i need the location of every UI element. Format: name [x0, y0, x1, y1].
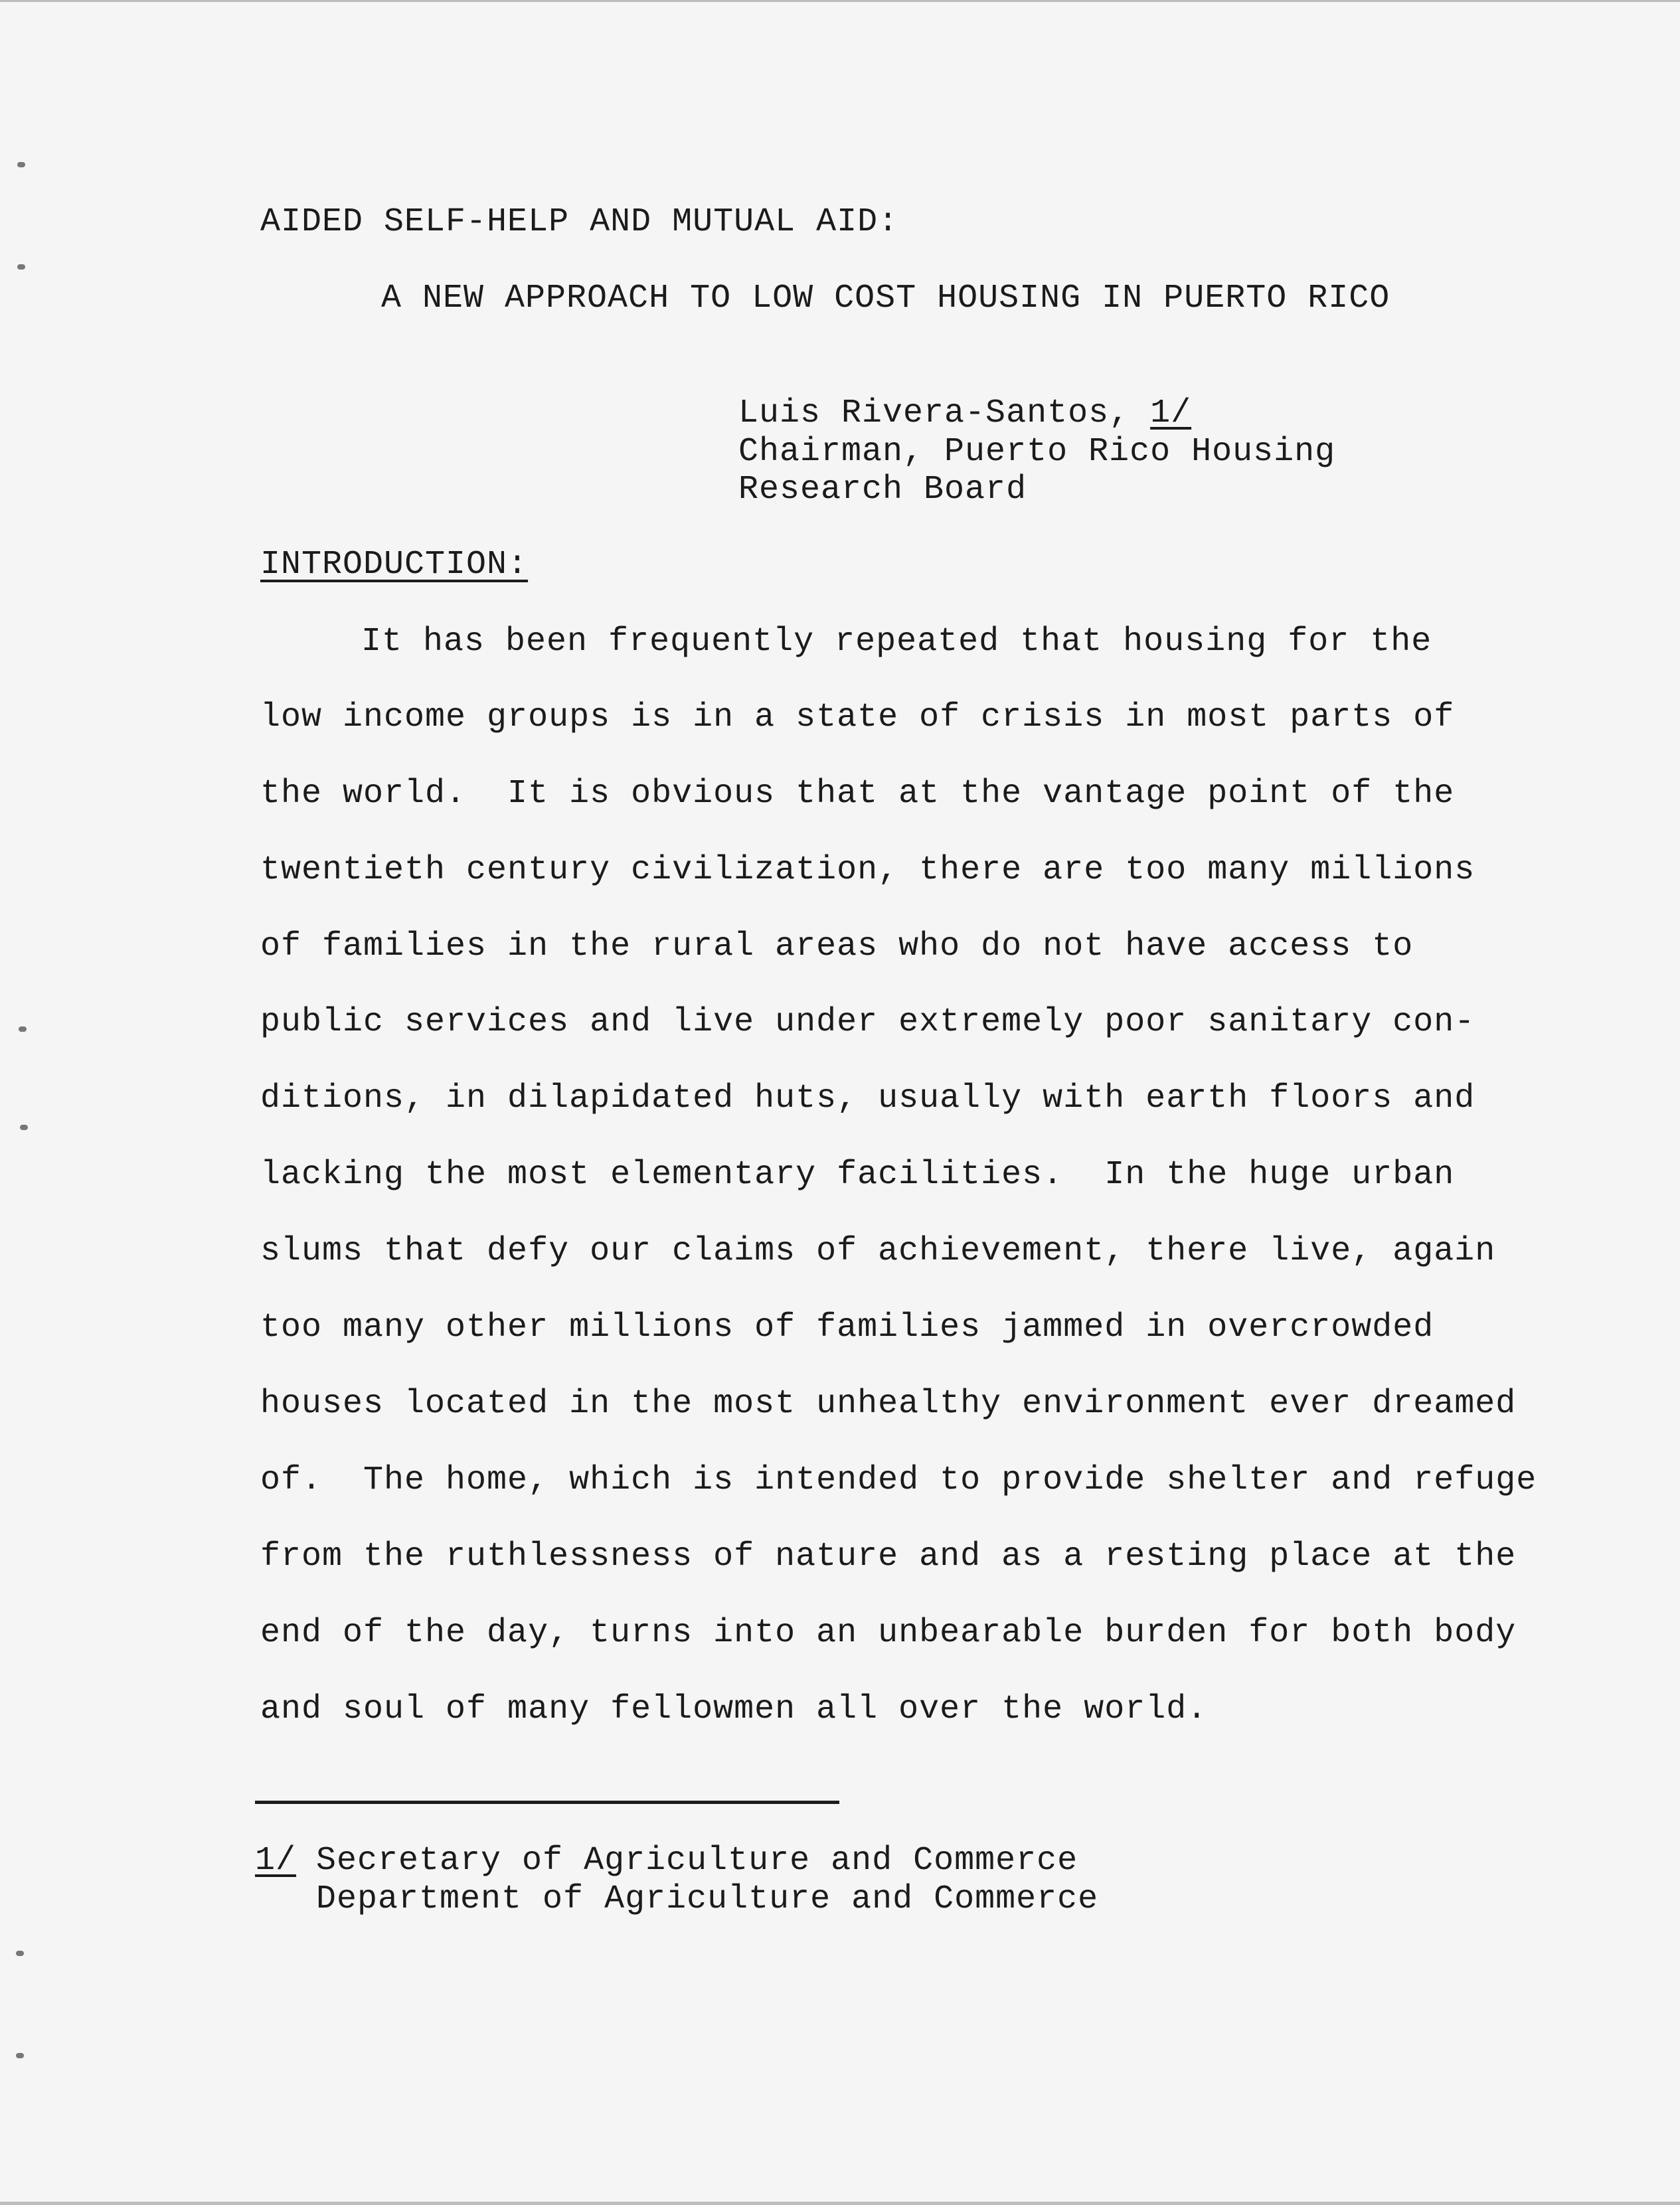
body-text-line: of families in the rural areas who do not have access to — [260, 928, 1414, 965]
page-bottom-edge — [0, 2202, 1680, 2205]
author-footnote-marker: 1/ — [1150, 394, 1192, 432]
body-text-line: low income groups is in a state of crisis in most parts of — [260, 698, 1455, 736]
document-title-line-1: AIDED SELF-HELP AND MUTUAL AID: — [260, 203, 899, 241]
binding-mark — [16, 2053, 24, 2058]
body-text-line: the world. It is obvious that at the vantage point of the — [260, 775, 1455, 813]
body-text-line: twentieth century civilization, there are too many millions — [260, 851, 1475, 889]
body-text-line: and soul of many fellowmen all over the world. — [260, 1690, 1208, 1728]
body-text-line: public services and live under extremely poor sanitary con- — [260, 1003, 1475, 1041]
body-text-line: ditions, in dilapidated huts, usually with earth floors and — [260, 1080, 1475, 1117]
body-text-line: too many other millions of families jammed in overcrowded — [260, 1309, 1434, 1347]
body-text-line: It has been frequently repeated that housing for the — [361, 623, 1432, 661]
footnote-line-2: Department of Agriculture and Commerce — [316, 1880, 1099, 1918]
body-text-line: from the ruthlessness of nature and as a resting place at the — [260, 1538, 1517, 1576]
author-role-line-2: Research Board — [738, 471, 1027, 509]
body-text-line: end of the day, turns into an unbearable burden for both body — [260, 1614, 1517, 1652]
binding-mark — [16, 1951, 24, 1956]
footnote-marker — [255, 1842, 296, 1880]
binding-mark — [20, 1125, 28, 1130]
page-top-edge — [0, 0, 1680, 2]
binding-mark — [17, 264, 25, 270]
author-name-line — [738, 394, 1191, 433]
body-text-line: lacking the most elementary facilities. In the huge urban — [260, 1156, 1455, 1194]
author-role-line-1: Chairman, Puerto Rico Housing — [738, 433, 1336, 471]
section-heading: INTRODUCTION: — [260, 546, 529, 584]
footnote-line-1: Secretary of Agriculture and Commerce — [316, 1842, 1078, 1880]
footnote-marker-text: 1/ — [255, 1842, 297, 1880]
footnote-divider — [255, 1801, 839, 1804]
body-text-line: houses located in the most unhealthy environment ever dreamed — [260, 1385, 1517, 1423]
binding-mark — [19, 1026, 27, 1032]
body-text-line: slums that defy our claims of achievement, there live, again — [260, 1232, 1496, 1270]
body-text-line: of. The home, which is intended to provide shelter and refuge — [260, 1461, 1537, 1499]
document-title-line-2: A NEW APPROACH TO LOW COST HOUSING IN PUERTO RICO — [381, 280, 1390, 317]
binding-mark — [17, 162, 25, 167]
author-name: Luis Rivera-Santos, — [738, 394, 1130, 432]
